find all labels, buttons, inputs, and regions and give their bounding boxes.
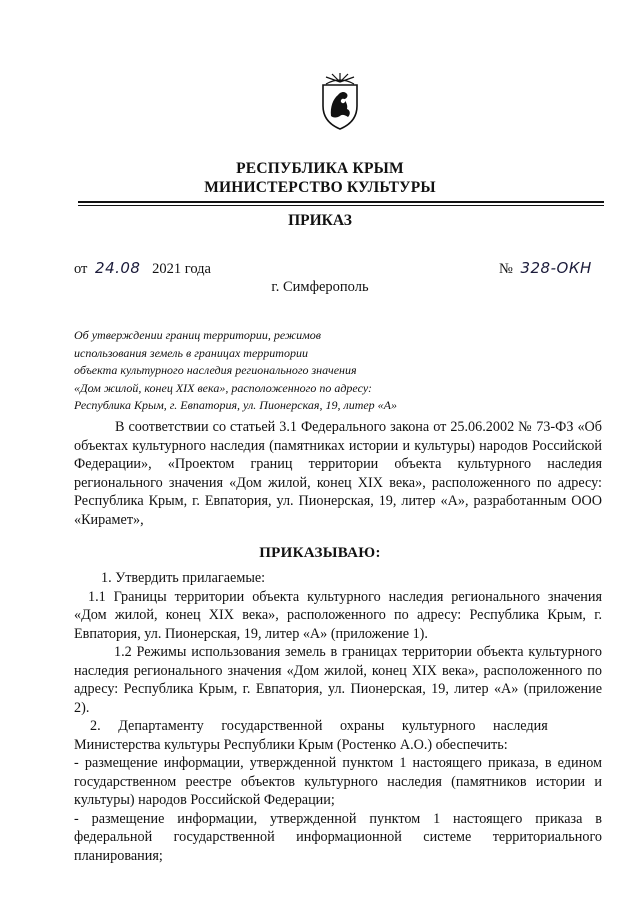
order-date (74, 259, 211, 278)
date-year: 2021 года (152, 261, 211, 277)
subject-line: использования земель в границах территории (74, 345, 308, 360)
handwritten-number: 328-ОКН (520, 259, 592, 277)
header-divider-thin (78, 205, 604, 206)
clause-2-bullet: - размещение информации, утвержденной пунктом 1 настоящего приказа в федеральной государственной информационной системе территориального планирования; (74, 810, 602, 864)
clause-1: 1. Утвердить прилагаемые: (101, 570, 266, 586)
subject-line: «Дом жилой, конец XIX века», расположенного по адресу: (74, 380, 372, 395)
subject-line: объекта культурного наследия регионального значения (74, 363, 357, 377)
date-prefix: от (74, 261, 88, 277)
order-number (499, 259, 592, 278)
clause-2-bullet: - размещение информации, утвержденной пунктом 1 настоящего приказа, в едином государственном реестре объектов культурного наследия (памятников истории и культуры) народов Российской Федерации; (74, 755, 602, 808)
header-divider (78, 201, 604, 203)
order-clauses (74, 569, 602, 865)
crimea-coat-of-arms-icon (318, 72, 362, 130)
clause-2-lead: 2. Департаменту государственной охраны культурного наследия (90, 718, 548, 734)
republic-heading: РЕСПУБЛИКА КРЫМ (236, 160, 404, 177)
issue-city: г. Симферополь (271, 279, 369, 295)
clause-1-1: 1.1 Границы территории объекта культурного наследия регионального значения «Дом жилой, конец XIX века», расположенного по адресу: Республика Крым, г. Евпатория, ул. Пионерская, 19, литер «А» (приложение 1). (74, 588, 602, 642)
subject-line: Республика Крым, г. Евпатория, ул. Пионерская, 19, литер «А» (74, 398, 398, 412)
number-prefix: № (499, 261, 513, 277)
subject-line: Об утверждении границ территории, режимов (74, 328, 321, 342)
decree-heading: ПРИКАЗЫВАЮ: (259, 545, 381, 561)
handwritten-date: 24.08 (95, 259, 141, 277)
preamble-paragraph: В соответствии со статьей 3.1 Федерального закона от 25.06.2002 № 73-ФЗ «Об объектах культурного наследия (памятниках истории и культуры) народов Российской Федерации», «Проектом границ территории объекта культурного наследия регионального значения «Дом жилой, конец XIX века», расположенного по адресу: Республика Крым, г. Евпатория, ул. Пионерская, 19, литер «А», разработанным ООО «Кирамет», (74, 419, 602, 528)
order-subject (74, 327, 414, 415)
clause-2-continuation: Министерства культуры Республики Крым (Ростенко А.О.) обеспечить: (74, 736, 508, 753)
clause-1-2: 1.2 Режимы использования земель в границах территории объекта культурного наследия регионального значения «Дом жилой, конец XIX века», расположенного по адресу: Республика Крым, г. Евпатория, ул. Пионерская, 19, литер «А» (приложение 2). (74, 644, 602, 716)
document-type-title: ПРИКАЗ (288, 212, 352, 229)
ministry-heading: МИНИСТЕРСТВО КУЛЬТУРЫ (204, 179, 436, 196)
